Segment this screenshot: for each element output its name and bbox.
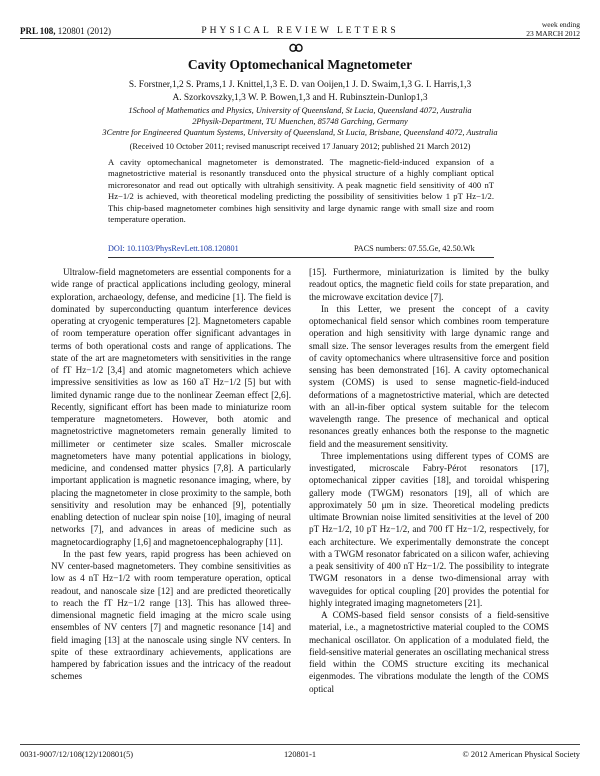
publication-history: (Received 10 October 2011; revised manuscript received 17 January 2012; published 21 March 2012) bbox=[129, 142, 471, 151]
page-number: 120801-1 bbox=[283, 750, 317, 759]
affiliation: 1School of Mathematics and Physics, University of Queensland, St Lucia, Queensland 4072, Australia bbox=[128, 106, 472, 115]
affiliation: 2Physik-Department, TU Muenchen, 85748 Garching, Germany bbox=[192, 116, 408, 126]
body-column-right bbox=[309, 266, 549, 695]
body-paragraph: A COMS-based field sensor consists of a field-sensitive material, i.e., a magnetostrictive material coupled to the COMS mechanical oscillator. On application of a modulated field, the field-sensitive material generates an oscillating mechanical stress field within the COMS structure exciting its mechanical eigenmodes. The vibrations modulate the length of the COMS optical bbox=[309, 610, 549, 694]
header-rule bbox=[20, 38, 580, 39]
pacs-numbers: PACS numbers: 07.55.Ge, 42.50.Wk bbox=[354, 244, 475, 253]
body-paragraph: In the past few years, rapid progress has been achieved on NV center-based magnetometers. They combine sensitivities as low as 4 nT Hz−1/2 with room temperature operation, optical readout, and nanoscale size [12] and are predicted theoretically to reach the fT Hz−1/2 range [13]. This has allowed three-dimensional magnetic field imaging at the micro scale using ensembles of NV centers [7] and magnetic resonance [14] and field imaging [13] at the nanoscale using single NV centers. In spite of these extraordinary achievements, applications are hampered by fabrication issues and the intricacy of the readout schemes bbox=[51, 548, 291, 682]
issue-date-block bbox=[526, 20, 580, 38]
body-paragraph: [15]. Furthermore, miniaturization is limited by the bulky readout optics, the magnetic field coils for state preparation, and the microwave excitation device [7]. bbox=[309, 267, 549, 302]
issue-date: 23 MARCH 2012 bbox=[526, 29, 580, 38]
journal-logo-icon bbox=[288, 42, 304, 54]
body-paragraph: In this Letter, we present the concept of a cavity optomechanical field sensor which combines room temperature operation and high sensitivity with large dynamic range and small size. The sensor leverages results from the emergent field of cavity optomechanics where ultrasensitive force and position sensing has been demonstrated [16]. A cavity optomechanical system (COMS) is used to sense magnetic-field-induced deformations of a magnetostrictive material, which are detected with an all-in-fiber optical system suitable for the telecom wavelength range. The presence of mechanical and optical resonances greatly enhances both the response to the magnetic field and the measurement sensitivity. bbox=[309, 303, 549, 449]
affiliations bbox=[30, 106, 570, 138]
paper-title: Cavity Optomechanical Magnetometer bbox=[187, 57, 413, 72]
doi-link[interactable]: DOI: 10.1103/PhysRevLett.108.120801 bbox=[108, 244, 239, 253]
body-paragraph: Ultralow-field magnetometers are essential components for a wide range of practical applications including geology, mineral exploration, archaeology, defense, and medicine [1]. The field is dominated by superconducting quantum interference devices operating at cryogenic temperatures [2]. Magnetometers capable of room temperature operation offer significant advantages in terms of both operational costs and range of applications. The state of the art are magnetometers with sensitivities in the range of fT Hz−1/2 [3,4] and atomic magnetometers which achieve impressive sensitivities as low as 160 aT Hz−1/2 [5] but with limited dynamic range due to the nonlinear Zeeman effect [2,6]. Recently, significant effort has been made to miniaturize room temperature magnetometers. However, both atomic and magnetostrictive magnetometers remain generally limited to millimeter or centimeter size scales. Smaller microscale magnetometers have many potential applications in biology, medicine, and condensed matter physics [7,8]. A particularly important application is magnetic resonance imaging, where, by placing the magnetometer in close proximity to the sample, both sensitivity and resolution may be enhanced [9], potentially enabling detection of nuclear spin noise [10], imaging of neural networks [7], and advances in areas of medicine such as magnetocardiography [1,6] and magnetoencephalography [11]. bbox=[51, 267, 291, 547]
affiliation: 3Centre for Engineered Quantum Systems, University of Queensland, St Lucia, Brisbane, Queensland 4072, Australia bbox=[102, 127, 498, 137]
article-reference: 120801 (2012) bbox=[57, 26, 112, 36]
author-line: A. Szorkovszky,1,3 W. P. Bowen,1,3 and H. Rubinsztein-Dunlop1,3 bbox=[172, 92, 428, 103]
copyright: © 2012 American Physical Society bbox=[462, 750, 580, 759]
abstract-rule bbox=[108, 257, 494, 258]
journal-name: PHYSICAL REVIEW LETTERS bbox=[201, 26, 399, 36]
abstract: A cavity optomechanical magnetometer is demonstrated. The magnetic-field-induced expansion of a magnetostrictive material is resonantly transduced onto the physical structure of a highly compliant optical microresonator and read out optically with ultrahigh sensitivity. A peak magnetic field sensitivity of 400 nT Hz−1/2 is achieved, with theoretical modeling predicting the possibility of sensitivities below 1 pT Hz−1/2. This chip-based magnetometer combines high sensitivity and large dynamic range with small size and room temperature operation. bbox=[108, 157, 494, 225]
issn-code: 0031-9007/12/108(12)/120801(5) bbox=[20, 750, 134, 759]
journal-volume: PRL 108, bbox=[20, 26, 56, 36]
author-list bbox=[60, 79, 540, 104]
body-column-left bbox=[51, 266, 291, 683]
week-ending-label: week ending bbox=[541, 20, 580, 29]
footer-rule bbox=[20, 744, 580, 745]
author-line: S. Forstner,1,2 S. Prams,1 J. Knittel,1,3 E. D. van Ooijen,1 J. D. Swaim,1,3 G. I. Harris,1,3 bbox=[128, 80, 472, 90]
body-paragraph: Three implementations using different types of COMS are investigated, microscale Fabry-Pérot resonators [17], optomechanical zipper cavities [18], and toroidal whispering gallery mode (TWGM) resonators [19], all of which are approximately 50 μm in size. Theoretical modeling predicts ultimate Brownian noise limited sensitivities at the level of 200 pT Hz−1/2, 10 pT Hz−1/2, and 700 fT Hz−1/2, respectively, for each architecture. We experimentally demonstrate the concept with a TWGM resonator fabricated on a silicon wafer, achieving a peak sensitivity of 400 nT Hz−1/2. The possibility to integrate TWGM resonators in a dense two-dimensional array with waveguides for optical coupling [20] provides the potential for highly integrated imaging magnetometers [21]. bbox=[309, 450, 549, 608]
